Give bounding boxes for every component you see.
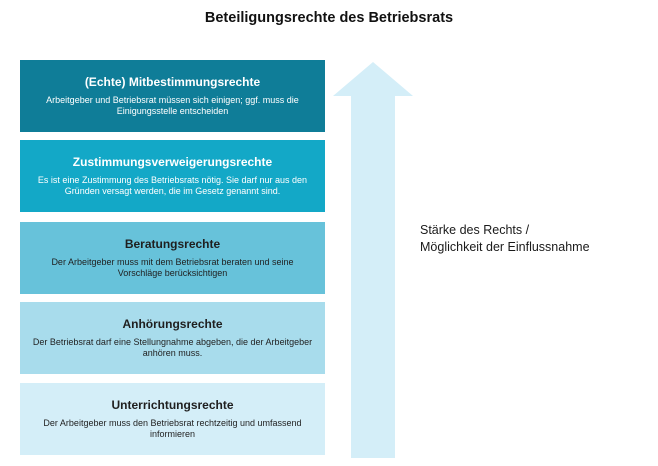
level-description: Es ist eine Zustimmung des Betriebsrats nötig. Sie darf nur aus den Gründen versagt werden, die im Gesetz genannt sind. — [37, 174, 308, 196]
level-description: Der Arbeitgeber muss den Betriebsrat rechtzeitig und umfassend informieren — [43, 417, 302, 439]
level-unterrichtungsrechte — [20, 383, 325, 455]
level-beratungsrechte — [20, 222, 325, 294]
level-mitbestimmungsrechte — [20, 60, 325, 132]
level-heading: Zustimmungsverweigerungsrechte — [72, 154, 273, 169]
arrow-label-line1: Stärke des Rechts / — [420, 223, 530, 237]
level-description: Der Betriebsrat darf eine Stellungnahme abgeben, die der Arbeitgeber anhören muss. — [32, 336, 313, 358]
level-heading: Anhörungsrechte — [122, 316, 223, 331]
level-heading: Beratungsrechte — [124, 236, 221, 251]
level-description: Arbeitgeber und Betriebsrat müssen sich einigen; ggf. muss die Einigungsstelle entscheiden — [46, 94, 299, 116]
level-anhoerungsrechte — [20, 302, 325, 374]
level-heading: (Echte) Mitbestimmungsrechte — [84, 74, 261, 89]
arrow-shape — [333, 62, 413, 458]
arrow-label-line2: Möglichkeit der Einflussnahme — [420, 240, 590, 254]
level-zustimmungsverweigerungsrechte — [20, 140, 325, 212]
level-description: Der Arbeitgeber muss mit dem Betriebsrat beraten und seine Vorschläge berücksichtigen — [51, 256, 294, 278]
upward-arrow-icon — [333, 62, 413, 458]
arrow-label — [420, 222, 590, 256]
level-heading: Unterrichtungsrechte — [111, 397, 234, 412]
diagram-title: Beteiligungsrechte des Betriebsrats — [204, 10, 454, 26]
